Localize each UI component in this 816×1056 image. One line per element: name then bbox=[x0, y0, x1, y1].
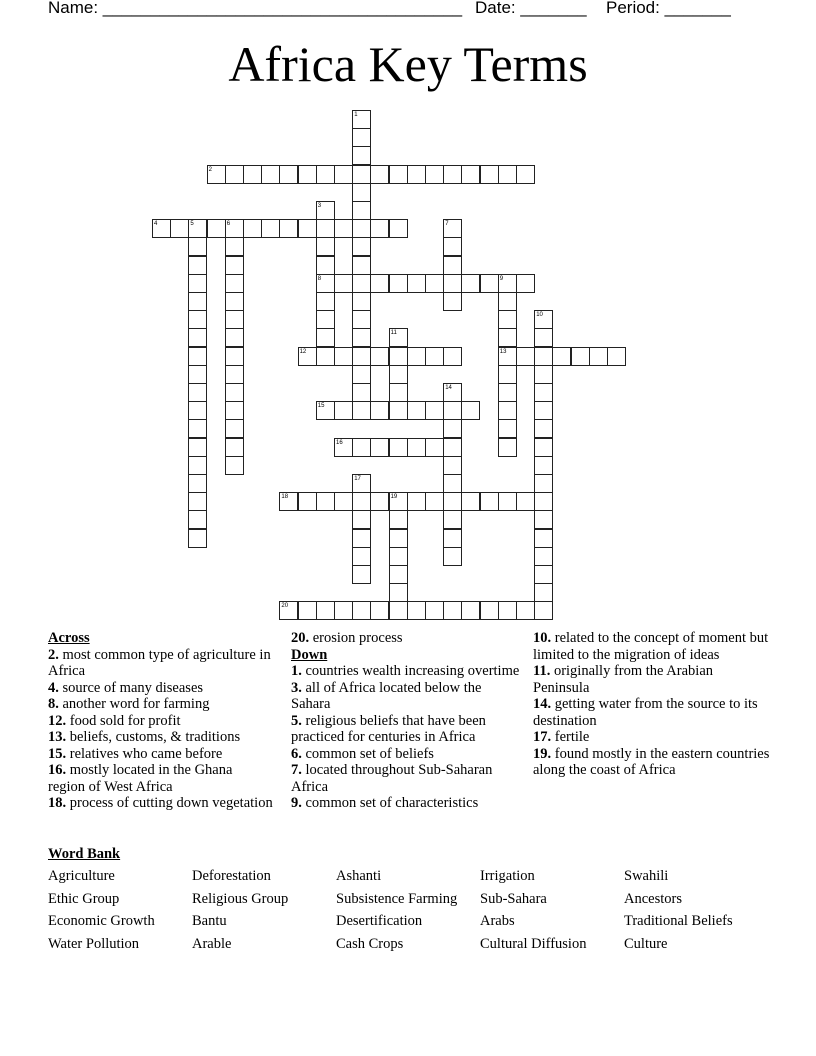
grid-cell[interactable] bbox=[443, 474, 462, 493]
clue-text: relatives who came before bbox=[66, 745, 223, 762]
clue-text: another word for farming bbox=[58, 696, 210, 712]
grid-cell[interactable] bbox=[316, 256, 335, 275]
across-clue bbox=[48, 746, 273, 763]
grid-cell[interactable] bbox=[298, 219, 317, 238]
grid-cell[interactable] bbox=[407, 274, 426, 293]
grid-cell[interactable] bbox=[498, 601, 517, 620]
clue-text: most common type of agriculture in Africa bbox=[48, 646, 271, 679]
clue-text: beliefs, customs, & traditions bbox=[66, 729, 241, 745]
grid-cell[interactable] bbox=[516, 601, 535, 620]
grid-cell[interactable] bbox=[443, 256, 462, 275]
grid-cell[interactable] bbox=[316, 347, 335, 366]
grid-cell[interactable] bbox=[443, 165, 462, 184]
clue-text: process of cutting down vegetation bbox=[66, 795, 273, 811]
grid-cell[interactable] bbox=[480, 274, 499, 293]
across-clues-column-1 bbox=[48, 630, 273, 812]
grid-cell[interactable] bbox=[534, 601, 553, 620]
grid-cell[interactable] bbox=[443, 601, 462, 620]
grid-cell[interactable] bbox=[425, 165, 444, 184]
grid-cell[interactable] bbox=[389, 219, 408, 238]
word-bank-item: Desertification bbox=[336, 913, 423, 929]
grid-cell[interactable] bbox=[461, 492, 480, 511]
grid-cell[interactable] bbox=[225, 328, 244, 347]
grid-cell[interactable] bbox=[225, 292, 244, 311]
across-clue bbox=[48, 680, 273, 697]
grid-cell[interactable] bbox=[443, 347, 462, 366]
across-clue bbox=[291, 630, 521, 647]
grid-cell[interactable] bbox=[498, 310, 517, 329]
clue-number: 4. bbox=[48, 679, 59, 696]
clue-text: located throughout Sub-Saharan Africa bbox=[291, 762, 493, 795]
grid-cell[interactable] bbox=[316, 328, 335, 347]
grid-cell[interactable] bbox=[534, 583, 553, 602]
grid-cell[interactable] bbox=[534, 347, 553, 366]
grid-cell[interactable] bbox=[552, 347, 571, 366]
clue-text: food sold for profit bbox=[66, 712, 181, 729]
clue-number: 3. bbox=[291, 679, 302, 696]
grid-cell[interactable] bbox=[316, 237, 335, 256]
word-bank-item: Ashanti bbox=[336, 868, 382, 884]
grid-cell[interactable] bbox=[443, 529, 462, 548]
clue-number-label: 1 bbox=[354, 112, 358, 118]
grid-cell[interactable] bbox=[352, 310, 371, 329]
clue-number: 18. bbox=[48, 795, 67, 811]
down-clue bbox=[291, 713, 521, 746]
clue-number: 12. bbox=[48, 712, 67, 729]
grid-cell[interactable] bbox=[389, 165, 408, 184]
grid-cell[interactable] bbox=[534, 529, 553, 548]
clue-number: 5. bbox=[291, 712, 302, 729]
word-bank-item: Agriculture bbox=[48, 868, 115, 884]
word-bank-item: Economic Growth bbox=[48, 913, 155, 929]
grid-cell[interactable] bbox=[534, 565, 553, 584]
grid-cell[interactable] bbox=[352, 547, 371, 566]
clue-number-label: 6 bbox=[226, 221, 231, 228]
grid-cell[interactable] bbox=[389, 365, 408, 384]
clue-number-label: 20 bbox=[281, 603, 289, 610]
grid-cell[interactable] bbox=[279, 165, 298, 184]
grid-cell[interactable] bbox=[443, 510, 462, 529]
grid-cell[interactable] bbox=[352, 601, 371, 620]
grid-cell[interactable] bbox=[425, 438, 444, 457]
grid-cell[interactable] bbox=[370, 219, 389, 238]
grid-cell[interactable] bbox=[279, 219, 298, 238]
grid-cell[interactable] bbox=[188, 492, 207, 511]
grid-cell[interactable] bbox=[443, 292, 462, 311]
grid-cell[interactable] bbox=[498, 383, 517, 402]
grid-cell[interactable] bbox=[389, 510, 408, 529]
grid-cell[interactable] bbox=[243, 165, 262, 184]
grid-cell[interactable] bbox=[352, 274, 371, 293]
grid-cell[interactable] bbox=[188, 274, 207, 293]
clue-number-label: 15 bbox=[317, 403, 325, 410]
grid-cell[interactable] bbox=[498, 328, 517, 347]
word-bank-item: Deforestation bbox=[192, 868, 271, 884]
grid-cell[interactable] bbox=[225, 256, 244, 275]
word-bank-item: Religious Group bbox=[192, 890, 289, 907]
grid-cell[interactable] bbox=[443, 237, 462, 256]
grid-cell[interactable] bbox=[352, 365, 371, 384]
clue-number-label: 2 bbox=[208, 166, 212, 173]
clue-number-label: 14 bbox=[445, 385, 452, 391]
clue-number-label: 17 bbox=[354, 476, 361, 482]
grid-cell[interactable] bbox=[534, 401, 553, 420]
grid-cell[interactable] bbox=[370, 601, 389, 620]
grid-cell[interactable] bbox=[498, 438, 517, 457]
grid-cell[interactable] bbox=[389, 438, 408, 457]
grid-cell[interactable] bbox=[389, 565, 408, 584]
word-bank-item: Traditional Beliefs bbox=[624, 913, 733, 929]
word-bank-item: Culture bbox=[624, 935, 668, 952]
clue-number: 16. bbox=[48, 762, 67, 778]
grid-cell[interactable] bbox=[207, 219, 226, 238]
grid-cell[interactable] bbox=[225, 383, 244, 402]
grid-cell[interactable] bbox=[461, 401, 480, 420]
clue-number-label: 16 bbox=[336, 439, 343, 446]
grid-cell[interactable] bbox=[188, 401, 207, 420]
grid-cell[interactable] bbox=[498, 401, 517, 420]
grid-cell[interactable] bbox=[443, 438, 462, 457]
grid-cell[interactable] bbox=[389, 601, 408, 620]
clue-text: all of Africa located below the Sahara bbox=[291, 679, 482, 712]
clue-number-label: 18 bbox=[281, 494, 289, 501]
grid-cell[interactable] bbox=[188, 310, 207, 329]
grid-cell[interactable] bbox=[352, 183, 371, 202]
word-bank-item: Ancestors bbox=[624, 890, 682, 907]
grid-cell[interactable] bbox=[443, 401, 462, 420]
grid-cell[interactable] bbox=[443, 456, 462, 475]
grid-cell[interactable] bbox=[407, 347, 426, 366]
clue-text: countries wealth increasing overtime bbox=[301, 663, 520, 679]
grid-cell[interactable] bbox=[225, 274, 244, 293]
grid-cell[interactable] bbox=[352, 529, 371, 548]
down-clues-column-3 bbox=[533, 630, 773, 779]
clue-text: common set of beliefs bbox=[301, 745, 434, 762]
word-bank-item: Water Pollution bbox=[48, 935, 140, 952]
grid-cell[interactable] bbox=[188, 237, 207, 256]
clue-number: 20. bbox=[291, 630, 310, 646]
word-bank-item: Ethic Group bbox=[48, 890, 120, 907]
clue-text: mostly located in the Ghana region of West Africa bbox=[48, 762, 233, 795]
down-heading: Down bbox=[291, 646, 328, 663]
clue-number-label: 11 bbox=[390, 330, 397, 337]
grid-cell[interactable] bbox=[370, 401, 389, 420]
grid-cell[interactable] bbox=[425, 601, 444, 620]
down-clue bbox=[291, 680, 521, 713]
grid-cell[interactable] bbox=[188, 419, 207, 438]
grid-cell[interactable] bbox=[370, 492, 389, 511]
clue-text: religious beliefs that have been practiced for centuries in Africa bbox=[291, 712, 486, 745]
grid-cell[interactable] bbox=[534, 474, 553, 493]
grid-cell[interactable] bbox=[352, 237, 371, 256]
clue-number: 6. bbox=[291, 745, 302, 762]
grid-cell[interactable] bbox=[480, 601, 499, 620]
grid-cell[interactable] bbox=[316, 165, 335, 184]
grid-cell[interactable] bbox=[243, 219, 262, 238]
grid-cell[interactable] bbox=[188, 347, 207, 366]
grid-cell[interactable] bbox=[316, 219, 335, 238]
clue-number-label: 10 bbox=[536, 312, 543, 319]
grid-cell[interactable] bbox=[352, 201, 371, 220]
clue-number-label: 13 bbox=[499, 348, 507, 355]
grid-cell[interactable] bbox=[534, 365, 553, 384]
grid-cell[interactable] bbox=[316, 292, 335, 311]
grid-cell[interactable] bbox=[225, 347, 244, 366]
grid-cell[interactable] bbox=[443, 419, 462, 438]
grid-cell[interactable] bbox=[370, 347, 389, 366]
grid-cell[interactable] bbox=[298, 492, 317, 511]
grid-cell[interactable] bbox=[534, 456, 553, 475]
grid-cell[interactable] bbox=[571, 347, 590, 366]
grid-cell[interactable] bbox=[188, 256, 207, 275]
word-bank-item: Sub-Sahara bbox=[480, 890, 547, 907]
grid-cell[interactable] bbox=[498, 492, 517, 511]
clue-number: 8. bbox=[48, 696, 59, 712]
grid-cell[interactable] bbox=[370, 274, 389, 293]
grid-cell[interactable] bbox=[370, 165, 389, 184]
grid-cell[interactable] bbox=[298, 165, 317, 184]
grid-cell[interactable] bbox=[425, 401, 444, 420]
grid-cell[interactable] bbox=[334, 274, 353, 293]
grid-cell[interactable] bbox=[170, 219, 189, 238]
grid-cell[interactable] bbox=[352, 492, 371, 511]
grid-cell[interactable] bbox=[534, 510, 553, 529]
grid-cell[interactable] bbox=[225, 310, 244, 329]
clues-column-2 bbox=[291, 630, 521, 812]
grid-cell[interactable] bbox=[188, 383, 207, 402]
clue-text: getting water from the source to its destination bbox=[533, 696, 758, 729]
grid-cell[interactable] bbox=[261, 219, 280, 238]
clue-number: 1. bbox=[291, 663, 302, 679]
clue-text: related to the concept of moment but limited to the migration of ideas bbox=[533, 630, 769, 663]
across-clue bbox=[48, 795, 273, 812]
clue-number-label: 9 bbox=[499, 275, 504, 282]
clue-text: found mostly in the eastern countries along the coast of Africa bbox=[533, 745, 770, 778]
clue-number-label: 19 bbox=[390, 494, 398, 501]
grid-cell[interactable] bbox=[188, 365, 207, 384]
grid-cell[interactable] bbox=[407, 492, 426, 511]
clue-text: common set of characteristics bbox=[301, 795, 479, 811]
grid-cell[interactable] bbox=[370, 438, 389, 457]
grid-cell[interactable] bbox=[443, 492, 462, 511]
word-bank-item: Cultural Diffusion bbox=[480, 935, 587, 952]
clue-text: source of many diseases bbox=[58, 679, 204, 696]
clue-number: 15. bbox=[48, 745, 67, 762]
grid-cell[interactable] bbox=[352, 401, 371, 420]
down-clue bbox=[533, 663, 773, 696]
grid-cell[interactable] bbox=[389, 547, 408, 566]
grid-cell[interactable] bbox=[607, 347, 626, 366]
grid-cell[interactable] bbox=[188, 529, 207, 548]
across-clue bbox=[48, 696, 273, 713]
across-clue bbox=[48, 713, 273, 730]
grid-cell[interactable] bbox=[188, 292, 207, 311]
grid-cell[interactable] bbox=[352, 219, 371, 238]
clue-number-label: 8 bbox=[317, 275, 322, 282]
across-clue bbox=[48, 762, 273, 795]
grid-cell[interactable] bbox=[352, 256, 371, 275]
grid-cell[interactable] bbox=[389, 583, 408, 602]
grid-cell[interactable] bbox=[534, 547, 553, 566]
clue-number: 14. bbox=[533, 696, 552, 712]
grid-cell[interactable] bbox=[225, 401, 244, 420]
grid-cell[interactable] bbox=[334, 401, 353, 420]
grid-cell[interactable] bbox=[534, 419, 553, 438]
grid-cell[interactable] bbox=[534, 492, 553, 511]
grid-cell[interactable] bbox=[334, 347, 353, 366]
grid-cell[interactable] bbox=[461, 274, 480, 293]
word-bank-heading: Word Bank bbox=[48, 846, 121, 862]
grid-cell[interactable] bbox=[352, 128, 371, 147]
grid-cell[interactable] bbox=[334, 219, 353, 238]
down-clue bbox=[533, 630, 773, 663]
grid-cell[interactable] bbox=[316, 492, 335, 511]
clue-number-label: 3 bbox=[317, 203, 322, 209]
clue-number: 13. bbox=[48, 729, 67, 745]
down-clue bbox=[291, 663, 521, 680]
word-bank-item: Cash Crops bbox=[336, 935, 404, 952]
grid-cell[interactable] bbox=[225, 237, 244, 256]
grid-cell[interactable] bbox=[516, 347, 535, 366]
clue-text: fertile bbox=[551, 729, 590, 745]
grid-cell[interactable] bbox=[516, 492, 535, 511]
grid-cell[interactable] bbox=[443, 274, 462, 293]
down-clue bbox=[291, 795, 521, 812]
grid-cell[interactable] bbox=[498, 419, 517, 438]
grid-cell[interactable] bbox=[188, 456, 207, 475]
grid-cell[interactable] bbox=[407, 165, 426, 184]
clue-number: 7. bbox=[291, 762, 302, 778]
grid-cell[interactable] bbox=[389, 347, 408, 366]
grid-cell[interactable] bbox=[516, 165, 535, 184]
grid-cell[interactable] bbox=[225, 419, 244, 438]
grid-cell[interactable] bbox=[352, 347, 371, 366]
grid-cell[interactable] bbox=[352, 328, 371, 347]
grid-cell[interactable] bbox=[188, 328, 207, 347]
grid-cell[interactable] bbox=[480, 165, 499, 184]
word-bank-item: Swahili bbox=[624, 868, 669, 884]
grid-cell[interactable] bbox=[352, 383, 371, 402]
name-line[interactable]: Name: ______________________________________ bbox=[48, 0, 463, 17]
grid-cell[interactable] bbox=[316, 601, 335, 620]
down-clue bbox=[291, 746, 521, 763]
down-clue bbox=[533, 729, 773, 746]
grid-cell[interactable] bbox=[352, 146, 371, 165]
clue-text: erosion process bbox=[309, 630, 403, 646]
grid-cell[interactable] bbox=[334, 601, 353, 620]
clue-number: 10. bbox=[533, 630, 552, 646]
grid-cell[interactable] bbox=[316, 310, 335, 329]
down-clue bbox=[533, 696, 773, 729]
grid-cell[interactable] bbox=[589, 347, 608, 366]
grid-cell[interactable] bbox=[389, 383, 408, 402]
grid-cell[interactable] bbox=[461, 601, 480, 620]
grid-cell[interactable] bbox=[352, 292, 371, 311]
grid-cell[interactable] bbox=[225, 438, 244, 457]
clue-number: 11. bbox=[533, 663, 551, 679]
grid-cell[interactable] bbox=[425, 274, 444, 293]
grid-cell[interactable] bbox=[188, 438, 207, 457]
across-clue bbox=[48, 647, 273, 680]
grid-cell[interactable] bbox=[225, 365, 244, 384]
grid-cell[interactable] bbox=[443, 547, 462, 566]
clue-number: 19. bbox=[533, 745, 552, 762]
grid-cell[interactable] bbox=[534, 438, 553, 457]
grid-cell[interactable] bbox=[534, 328, 553, 347]
grid-cell[interactable] bbox=[352, 438, 371, 457]
period-line[interactable]: Period: _______ bbox=[606, 0, 731, 17]
clue-number-label: 7 bbox=[445, 221, 449, 228]
across-heading: Across bbox=[48, 630, 90, 646]
grid-cell[interactable] bbox=[334, 492, 353, 511]
grid-cell[interactable] bbox=[498, 165, 517, 184]
grid-cell[interactable] bbox=[389, 274, 408, 293]
clue-number-label: 12 bbox=[299, 348, 307, 355]
grid-cell[interactable] bbox=[480, 492, 499, 511]
grid-cell[interactable] bbox=[352, 510, 371, 529]
grid-cell[interactable] bbox=[407, 401, 426, 420]
clue-number: 9. bbox=[291, 795, 302, 811]
down-clue bbox=[291, 762, 521, 795]
grid-cell[interactable] bbox=[298, 601, 317, 620]
grid-cell[interactable] bbox=[461, 165, 480, 184]
clue-text: originally from the Arabian Peninsula bbox=[533, 663, 714, 696]
grid-cell[interactable] bbox=[407, 438, 426, 457]
clue-number-label: 5 bbox=[190, 221, 194, 228]
grid-cell[interactable] bbox=[534, 383, 553, 402]
grid-cell[interactable] bbox=[498, 292, 517, 311]
word-bank-item: Bantu bbox=[192, 913, 227, 929]
grid-cell[interactable] bbox=[425, 347, 444, 366]
clue-number: 17. bbox=[533, 729, 552, 745]
word-bank-item: Irrigation bbox=[480, 868, 535, 884]
grid-cell[interactable] bbox=[352, 565, 371, 584]
grid-cell[interactable] bbox=[225, 456, 244, 475]
grid-cell[interactable] bbox=[188, 474, 207, 493]
across-clue bbox=[48, 729, 273, 746]
clue-number-label: 4 bbox=[154, 221, 158, 228]
clue-number: 2. bbox=[48, 646, 59, 663]
date-line[interactable]: Date: _______ bbox=[475, 0, 587, 17]
grid-cell[interactable] bbox=[225, 165, 244, 184]
grid-cell[interactable] bbox=[407, 601, 426, 620]
grid-cell[interactable] bbox=[334, 165, 353, 184]
grid-cell[interactable] bbox=[352, 165, 371, 184]
down-clue bbox=[533, 746, 773, 779]
grid-cell[interactable] bbox=[498, 365, 517, 384]
word-bank-item: Arable bbox=[192, 935, 232, 952]
grid-cell[interactable] bbox=[425, 492, 444, 511]
grid-cell[interactable] bbox=[389, 529, 408, 548]
page-title: Africa Key Terms bbox=[228, 36, 588, 92]
grid-cell[interactable] bbox=[516, 274, 535, 293]
grid-cell[interactable] bbox=[389, 401, 408, 420]
grid-cell[interactable] bbox=[188, 510, 207, 529]
word-bank-item: Subsistence Farming bbox=[336, 890, 458, 907]
word-bank-item: Arabs bbox=[480, 913, 515, 929]
grid-cell[interactable] bbox=[261, 165, 280, 184]
